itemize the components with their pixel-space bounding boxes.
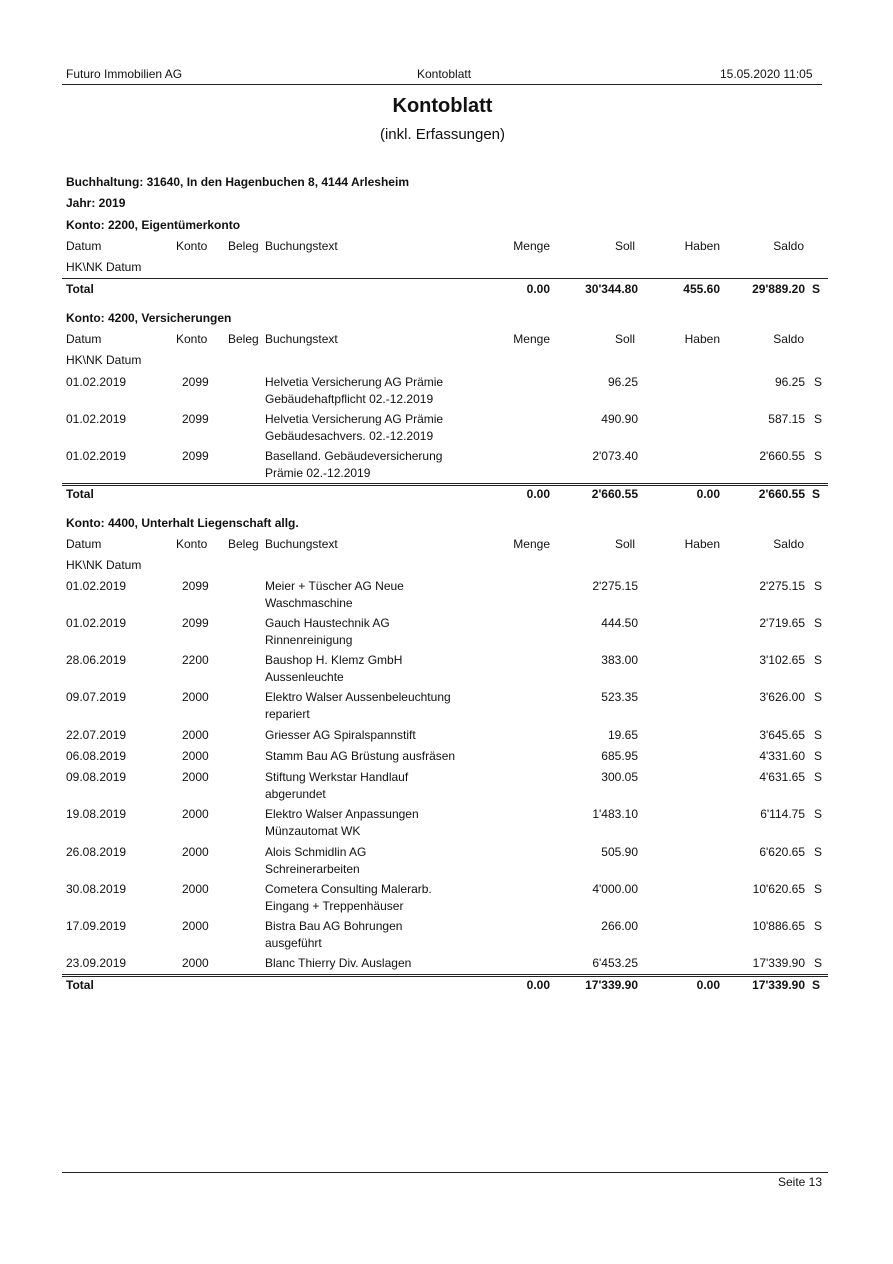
row-buchungstext: Bistra Bau AG Bohrungen [265, 919, 403, 933]
row-buchungstext: Stiftung Werkstar Handlauf [265, 770, 409, 784]
row-konto: 2000 [182, 770, 209, 784]
row-soll: 1'483.10 [592, 807, 638, 821]
row-saldo: 2'719.65 [759, 616, 805, 630]
row-soll: 505.90 [601, 845, 638, 859]
row-datum: 09.08.2019 [66, 770, 127, 784]
row-saldo: 2'275.15 [759, 579, 805, 593]
row-soll: 266.00 [601, 919, 638, 933]
total-menge: 0.00 [526, 487, 550, 501]
col-header-menge: Menge [513, 239, 550, 253]
row-saldo-side: S [814, 616, 823, 630]
row-saldo: 96.25 [774, 375, 805, 389]
col-header-saldo: Saldo [773, 332, 804, 346]
total-haben: 455.60 [683, 282, 720, 296]
row-konto: 2099 [182, 579, 209, 593]
row-buchungstext: Elektro Walser Aussenbeleuchtung [265, 690, 451, 704]
total-label: Total [66, 978, 94, 992]
row-saldo: 2'660.55 [759, 449, 805, 463]
total-soll: 2'660.55 [591, 487, 638, 501]
row-saldo-side: S [814, 375, 823, 389]
footer-rule [62, 1172, 828, 1173]
total-saldo-side: S [812, 487, 821, 501]
row-soll: 300.05 [601, 770, 638, 784]
row-saldo-side: S [814, 653, 823, 667]
row-konto: 2000 [182, 690, 209, 704]
page-number: Seite 13 [778, 1175, 823, 1189]
row-datum: 06.08.2019 [66, 749, 127, 763]
row-buchungstext-line2: Rinnenreinigung [265, 633, 353, 647]
col-header-konto: Konto [176, 537, 208, 551]
total-saldo-side: S [812, 282, 821, 296]
row-saldo-side: S [814, 449, 823, 463]
row-datum: 19.08.2019 [66, 807, 127, 821]
col-header-buchungstext: Buchungstext [265, 332, 338, 346]
row-soll: 444.50 [601, 616, 638, 630]
page-subtitle: (inkl. Erfassungen) [379, 126, 506, 143]
row-buchungstext-line2: abgerundet [265, 787, 326, 801]
row-saldo: 6'114.75 [760, 807, 805, 821]
row-konto: 2000 [182, 728, 209, 742]
row-buchungstext-line2: Waschmaschine [265, 596, 353, 610]
row-konto: 2000 [182, 749, 209, 763]
row-soll: 96.25 [607, 375, 638, 389]
row-saldo: 4'631.65 [759, 770, 805, 784]
col-header-buchungstext: Buchungstext [265, 239, 338, 253]
row-buchungstext: Alois Schmidlin AG [265, 845, 367, 859]
row-buchungstext-line2: Prämie 02.-12.2019 [265, 466, 371, 480]
row-soll: 19.65 [607, 728, 638, 742]
row-buchungstext: Gauch Haustechnik AG [265, 616, 390, 630]
row-saldo-side: S [814, 882, 823, 896]
row-datum: 01.02.2019 [66, 616, 127, 630]
total-soll: 30'344.80 [585, 282, 638, 296]
row-buchungstext: Helvetia Versicherung AG Prämie [265, 412, 444, 426]
col-header-saldo: Saldo [773, 537, 804, 551]
row-saldo-side: S [814, 690, 823, 704]
row-konto: 2000 [182, 919, 209, 933]
row-soll: 383.00 [601, 653, 638, 667]
row-konto: 2000 [182, 807, 209, 821]
total-rule-double [62, 976, 828, 977]
row-buchungstext-line2: repariert [265, 707, 310, 721]
col-header-hknk-datum: HK\NK Datum [66, 260, 142, 274]
row-buchungstext-line2: Gebäudesachvers. 02.-12.2019 [265, 429, 434, 443]
row-saldo-side: S [814, 845, 823, 859]
row-buchungstext: Blanc Thierry Div. Auslagen [265, 956, 412, 970]
col-header-saldo: Saldo [773, 239, 804, 253]
col-header-haben: Haben [684, 332, 720, 346]
row-datum: 30.08.2019 [66, 882, 127, 896]
row-buchungstext-line2: Münzautomat WK [265, 824, 361, 838]
total-rule [62, 483, 828, 484]
total-saldo: 2'660.55 [758, 487, 805, 501]
col-header-hknk-datum: HK\NK Datum [66, 558, 142, 572]
row-saldo: 17'339.90 [752, 956, 805, 970]
total-saldo: 29'889.20 [752, 282, 805, 296]
total-haben: 0.00 [696, 487, 720, 501]
header-rule [62, 84, 822, 85]
row-saldo: 3'102.65 [759, 653, 805, 667]
row-saldo-side: S [814, 770, 823, 784]
row-saldo-side: S [814, 412, 823, 426]
row-saldo: 587.15 [768, 412, 805, 426]
header-center-title: Kontoblatt [417, 67, 472, 81]
col-header-datum: Datum [66, 332, 102, 346]
row-buchungstext-line2: Aussenleuchte [265, 670, 344, 684]
row-datum: 17.09.2019 [66, 919, 127, 933]
col-header-beleg: Beleg [228, 332, 259, 346]
row-konto: 2099 [182, 616, 209, 630]
page-title: Kontoblatt [392, 95, 493, 117]
row-soll: 6'453.25 [592, 956, 638, 970]
row-saldo-side: S [814, 749, 823, 763]
col-header-menge: Menge [513, 537, 550, 551]
col-header-datum: Datum [66, 239, 102, 253]
row-buchungstext-line2: Gebäudehaftpflicht 02.-12.2019 [265, 392, 434, 406]
total-saldo: 17'339.90 [752, 978, 805, 992]
col-header-datum: Datum [66, 537, 102, 551]
total-saldo-side: S [812, 978, 821, 992]
row-datum: 01.02.2019 [66, 579, 127, 593]
col-header-beleg: Beleg [228, 239, 259, 253]
col-header-hknk-datum: HK\NK Datum [66, 353, 142, 367]
row-saldo-side: S [814, 956, 823, 970]
col-header-beleg: Beleg [228, 537, 259, 551]
total-rule-double [62, 485, 828, 486]
row-saldo: 3'645.65 [759, 728, 805, 742]
row-konto: 2099 [182, 449, 209, 463]
col-header-konto: Konto [176, 332, 208, 346]
row-soll: 2'073.40 [592, 449, 638, 463]
total-menge: 0.00 [526, 282, 550, 296]
row-buchungstext-line2: Schreinerarbeiten [265, 862, 360, 876]
row-konto: 2000 [182, 845, 209, 859]
row-saldo: 3'626.00 [759, 690, 805, 704]
header-datetime: 15.05.2020 11:05 [720, 67, 813, 81]
total-menge: 0.00 [526, 978, 550, 992]
jahr-info: Jahr: 2019 [66, 196, 126, 210]
row-buchungstext: Cometera Consulting Malerarb. [265, 882, 432, 896]
row-konto: 2099 [182, 412, 209, 426]
total-soll: 17'339.90 [585, 978, 638, 992]
col-header-buchungstext: Buchungstext [265, 537, 338, 551]
row-buchungstext: Baselland. Gebäudeversicherung [265, 449, 443, 463]
row-konto: 2000 [182, 956, 209, 970]
row-saldo: 4'331.60 [759, 749, 805, 763]
row-buchungstext: Helvetia Versicherung AG Prämie [265, 375, 444, 389]
company-name: Futuro Immobilien AG [66, 67, 183, 81]
row-buchungstext: Meier + Tüscher AG Neue [265, 579, 404, 593]
col-header-menge: Menge [513, 332, 550, 346]
row-konto: 2000 [182, 882, 209, 896]
account-title: Konto: 4400, Unterhalt Liegenschaft allg. [66, 516, 299, 530]
total-rule [62, 278, 828, 279]
col-header-soll: Soll [614, 332, 635, 346]
row-buchungstext: Baushop H. Klemz GmbH [265, 653, 403, 667]
row-konto: 2200 [182, 653, 209, 667]
col-header-soll: Soll [614, 537, 635, 551]
total-haben: 0.00 [696, 978, 720, 992]
row-konto: 2099 [182, 375, 209, 389]
row-datum: 01.02.2019 [66, 375, 127, 389]
row-saldo: 10'886.65 [752, 919, 805, 933]
total-label: Total [66, 282, 94, 296]
col-header-haben: Haben [684, 537, 720, 551]
account-title: Konto: 2200, Eigentümerkonto [66, 218, 241, 232]
row-soll: 490.90 [601, 412, 638, 426]
row-buchungstext: Griesser AG Spiralspannstift [265, 728, 416, 742]
row-saldo-side: S [814, 579, 823, 593]
col-header-haben: Haben [684, 239, 720, 253]
row-datum: 22.07.2019 [66, 728, 127, 742]
row-saldo-side: S [814, 728, 823, 742]
row-soll: 4'000.00 [592, 882, 638, 896]
buchhaltung-info: Buchhaltung: 31640, In den Hagenbuchen 8, 4144 Arlesheim [66, 175, 409, 189]
row-buchungstext: Stamm Bau AG Brüstung ausfräsen [265, 749, 456, 763]
col-header-konto: Konto [176, 239, 208, 253]
row-soll: 2'275.15 [592, 579, 638, 593]
row-buchungstext-line2: ausgeführt [265, 936, 322, 950]
row-datum: 01.02.2019 [66, 449, 127, 463]
account-title: Konto: 4200, Versicherungen [66, 311, 232, 325]
row-buchungstext: Elektro Walser Anpassungen [265, 807, 419, 821]
row-soll: 523.35 [601, 690, 638, 704]
row-saldo-side: S [814, 919, 823, 933]
total-label: Total [66, 487, 94, 501]
total-rule [62, 974, 828, 975]
row-datum: 28.06.2019 [66, 653, 127, 667]
row-datum: 23.09.2019 [66, 956, 127, 970]
row-soll: 685.95 [601, 749, 638, 763]
row-saldo: 6'620.65 [759, 845, 805, 859]
row-buchungstext-line2: Eingang + Treppenhäuser [265, 899, 404, 913]
col-header-soll: Soll [614, 239, 635, 253]
row-datum: 01.02.2019 [66, 412, 127, 426]
row-datum: 09.07.2019 [66, 690, 127, 704]
row-saldo: 10'620.65 [752, 882, 805, 896]
row-datum: 26.08.2019 [66, 845, 127, 859]
row-saldo-side: S [814, 807, 823, 821]
